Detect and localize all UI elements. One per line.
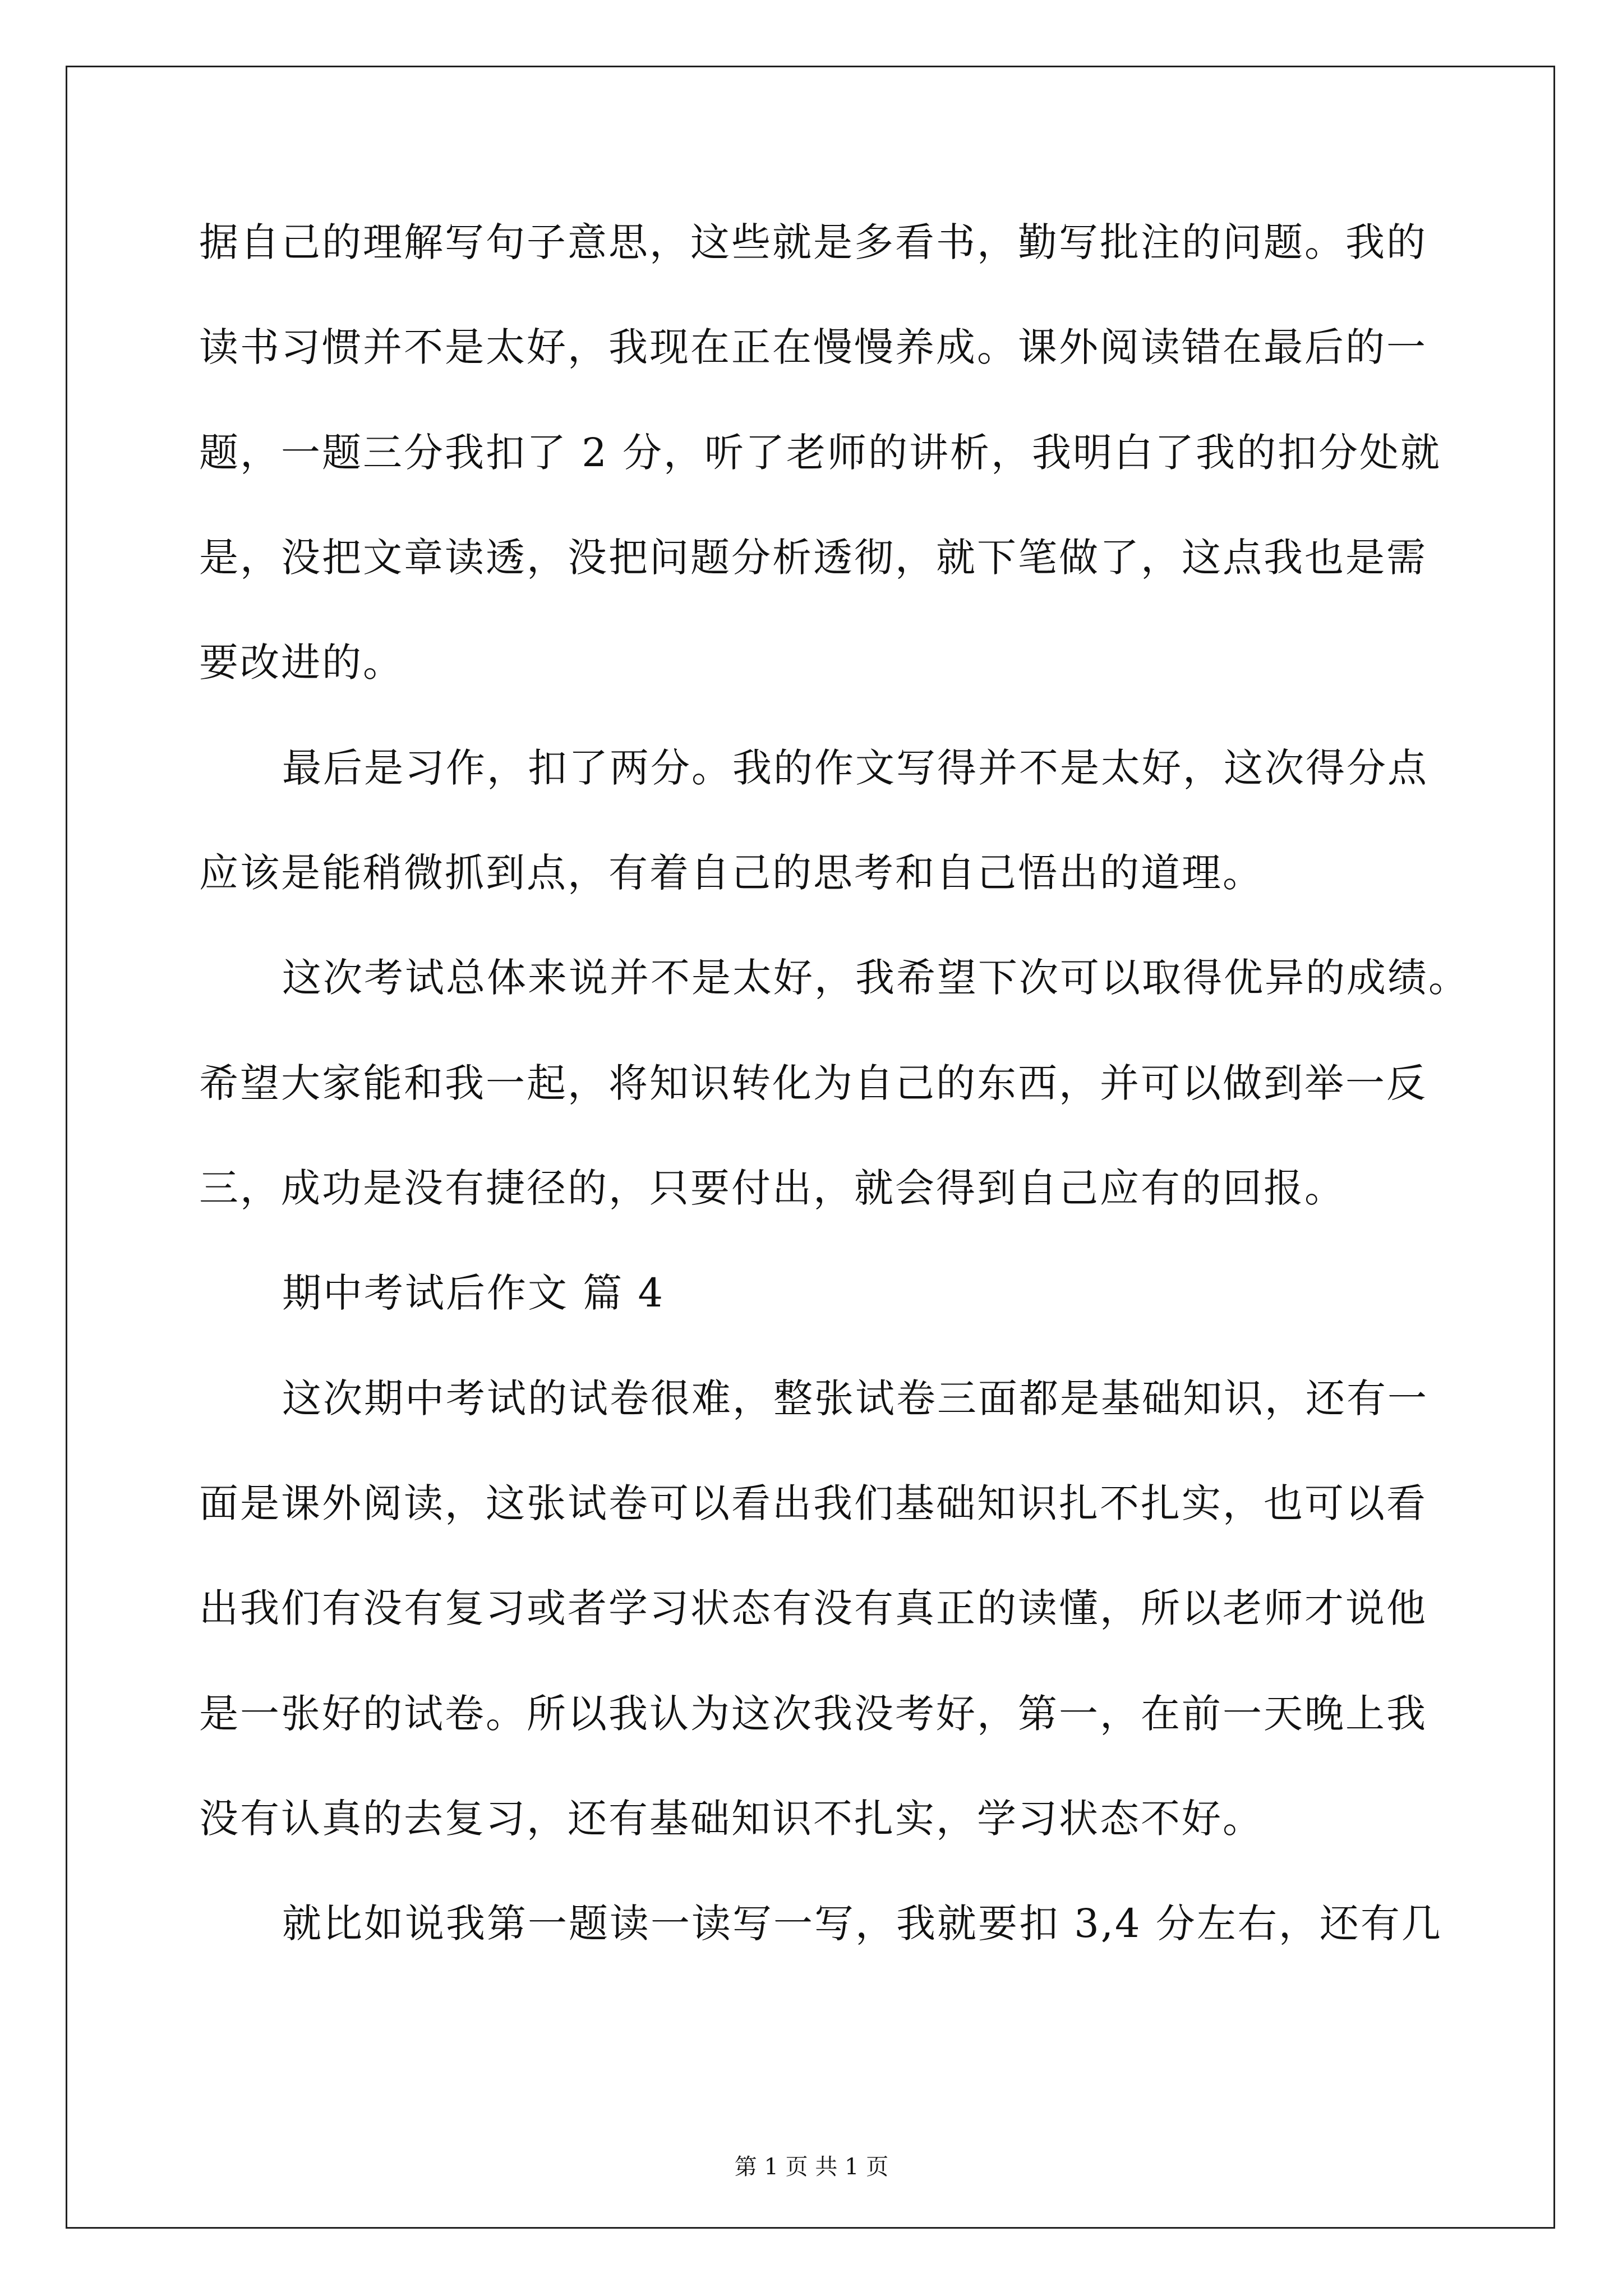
text-line: 是一张好的试卷。所以我认为这次我没考好，第一，在前一天晚上我 [199, 1691, 1427, 1737]
text-line: 应该是能稍微抓到点，有着自己的思考和自己悟出的道理。 [199, 850, 1264, 896]
text-line: 读书习惯并不是太好，我现在正在慢慢养成。课外阅读错在最后的一 [199, 324, 1427, 370]
page-footer: 第 1 页 共 1 页 [734, 2154, 889, 2180]
text-line: 就比如说我第一题读一读写一写，我就要扣 3,4 分左右，还有几 [282, 1901, 1442, 1947]
section-heading: 期中考试后作文 篇 4 [282, 1270, 665, 1316]
text-line: 题，一题三分我扣了 2 分，听了老师的讲析，我明白了我的扣分处就 [199, 430, 1442, 476]
text-line: 这次期中考试的试卷很难，整张试卷三面都是基础知识，还有一 [282, 1375, 1428, 1421]
text-line: 出我们有没有复习或者学习状态有没有真正的读懂，所以老师才说他 [199, 1585, 1427, 1631]
text-line: 要改进的。 [199, 639, 404, 685]
text-line: 最后是习作，扣了两分。我的作文写得并不是太好，这次得分点 [282, 745, 1428, 791]
text-line: 希望大家能和我一起，将知识转化为自己的东西，并可以做到举一反 [199, 1060, 1427, 1106]
text-line: 这次考试总体来说并不是太好，我希望下次可以取得优异的成绩。 [282, 955, 1469, 1001]
text-line: 是，没把文章读透，没把问题分析透彻，就下笔做了，这点我也是需 [199, 535, 1427, 581]
text-line: 据自己的理解写句子意思，这些就是多看书，勤写批注的问题。我的 [199, 219, 1427, 265]
text-line: 面是课外阅读，这张试卷可以看出我们基础知识扎不扎实，也可以看 [199, 1480, 1427, 1526]
text-line: 没有认真的去复习，还有基础知识不扎实，学习状态不好。 [199, 1796, 1264, 1842]
text-line: 三，成功是没有捷径的，只要付出，就会得到自己应有的回报。 [199, 1165, 1345, 1211]
